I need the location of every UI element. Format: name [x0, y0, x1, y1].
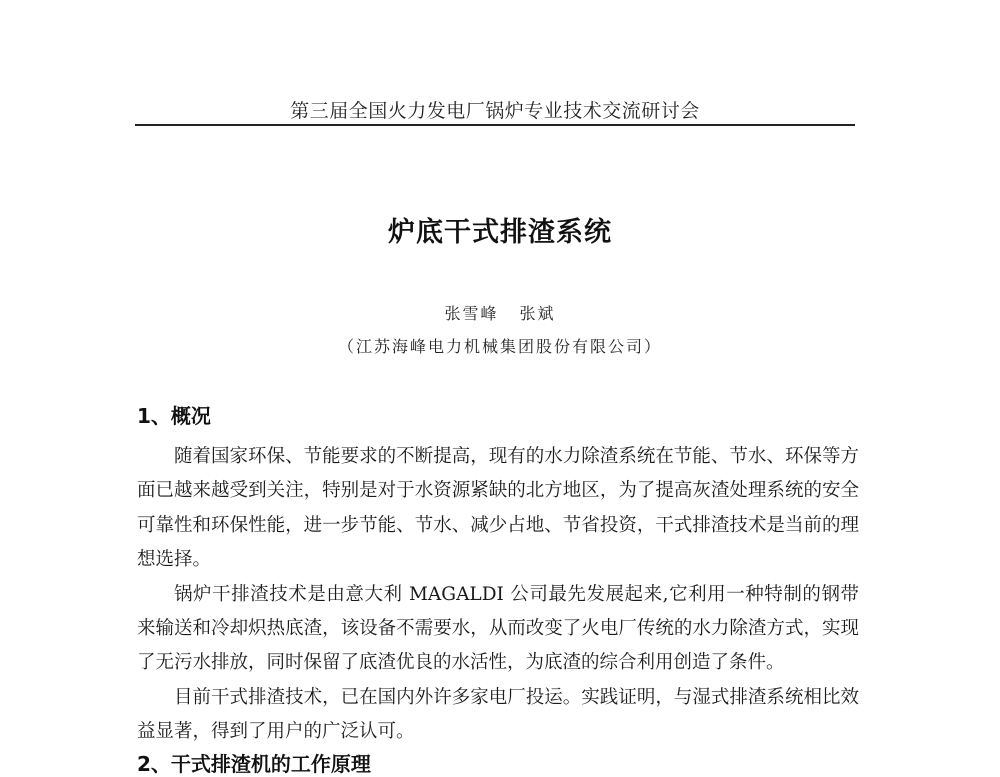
paragraph: 目前干式排渣技术，已在国内外许多家电厂投运。实践证明，与湿式排渣系统相比效益显著，得到了用户的广泛认可。 [137, 686, 859, 743]
paragraph: 锅炉干排渣技术是由意大利 MAGALDI 公司最先发展起来,它利用一种特制的钢带来输送和冷却炽热底渣，该设备不需要水，从而改变了火电厂传统的水力除渣方式，实现了无污水排放，同时保留了底渣优良的水活性，为底渣的综合利用创造了条件。 [137, 583, 859, 674]
section-heading-1: 1、概况 [137, 404, 211, 428]
authors: 张雪峰 张斌 [444, 304, 556, 323]
section-1-body [137, 440, 859, 750]
header-rule [135, 124, 855, 126]
running-head: 第三届全国火力发电厂锅炉专业技术交流研讨会 [290, 100, 700, 122]
paper-title: 炉底干式排渣系统 [388, 217, 612, 248]
section-heading-2: 2、干式排渣机的工作原理 [137, 752, 371, 776]
paragraph: 随着国家环保、节能要求的不断提高，现有的水力除渣系统在节能、节水、环保等方面已越来越受到关注，特别是对于水资源紧缺的北方地区，为了提高灰渣处理系统的安全可靠性和环保性能，进一步节能、节水、减少占地、节省投资，干式排渣技术是当前的理想选择。 [137, 446, 859, 571]
affiliation: （江苏海峰电力机械集团股份有限公司） [337, 337, 662, 356]
